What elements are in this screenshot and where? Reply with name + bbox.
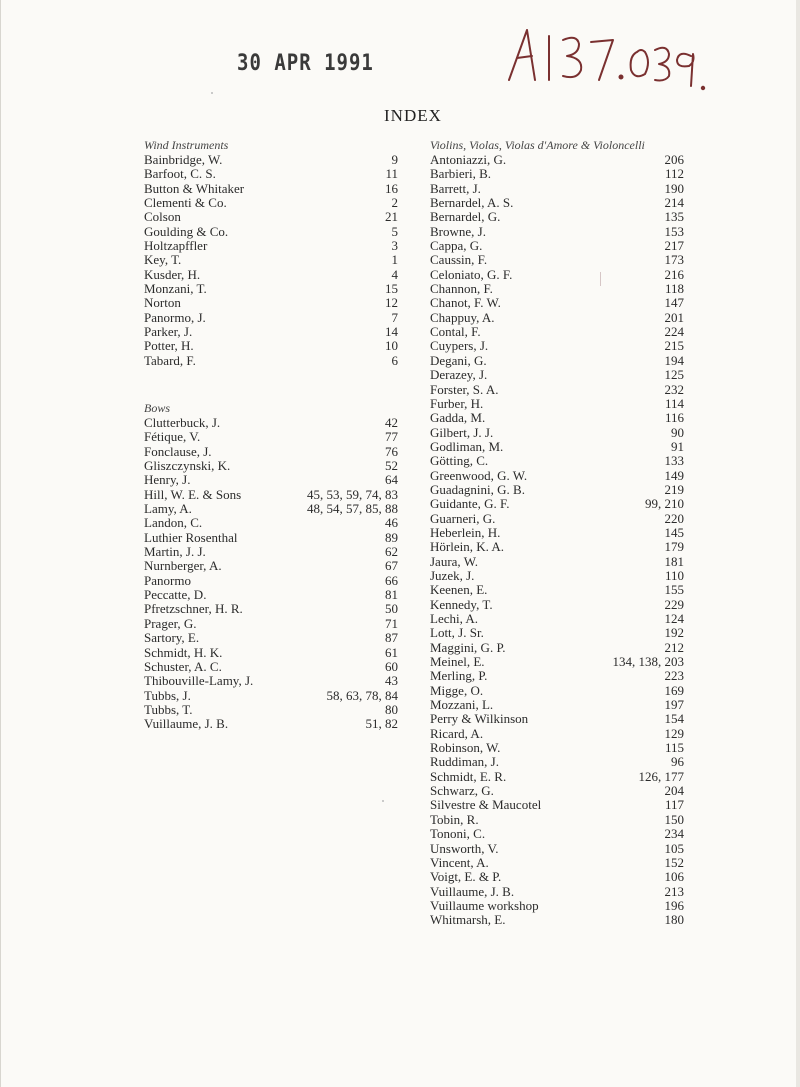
index-entry (430, 454, 684, 468)
entry-pages: 87 (385, 630, 398, 646)
entry-name: Fétique, V. (144, 429, 201, 445)
entry-name: Martin, J. J. (144, 544, 206, 560)
entry-name: Sartory, E. (144, 630, 200, 646)
entry-name: Gilbert, J. J. (430, 424, 494, 440)
entry-name: Landon, C. (144, 515, 203, 531)
entry-pages: 15 (385, 281, 398, 297)
entry-pages: 179 (664, 539, 684, 555)
speck (382, 800, 384, 802)
entry-pages: 50 (385, 601, 398, 617)
index-entry (430, 311, 684, 325)
index-entry (430, 885, 684, 899)
entry-pages: 217 (664, 238, 684, 254)
index-entry (144, 354, 398, 368)
entry-pages: 42 (385, 415, 398, 430)
index-entry (430, 913, 684, 927)
entry-pages: 71 (385, 615, 398, 631)
entry-pages: 196 (664, 897, 684, 913)
entry-pages: 117 (664, 797, 684, 813)
entry-name: Vuillaume workshop (430, 897, 539, 913)
entry-name: Lechi, A. (430, 611, 479, 626)
entry-pages: 46 (385, 515, 398, 531)
entry-pages: 229 (664, 596, 684, 612)
entry-name: Gadda, M. (430, 410, 486, 426)
bows-entry-list (144, 416, 398, 732)
entry-pages: 153 (664, 223, 684, 239)
entry-name: Monzani, T. (144, 281, 207, 297)
entry-pages: 90 (671, 424, 684, 440)
index-entry (430, 827, 684, 841)
index-entry (430, 282, 684, 296)
page-title: INDEX (384, 106, 442, 125)
entry-name: Furber, H. (430, 395, 484, 411)
entry-name: Tubbs, T. (144, 701, 193, 717)
index-entry (430, 225, 684, 239)
entry-pages: 155 (664, 582, 684, 598)
index-entry (430, 798, 684, 812)
entry-pages: 124 (664, 611, 684, 626)
entry-name: Keenen, E. (430, 582, 488, 598)
index-entry (430, 727, 684, 741)
index-entry (430, 411, 684, 425)
entry-pages: 220 (664, 510, 684, 526)
index-entry (144, 339, 398, 353)
entry-name: Heberlein, H. (430, 524, 501, 540)
entry-name: Godliman, M. (430, 438, 504, 454)
entry-pages: 190 (664, 180, 684, 196)
entry-name: Vincent, A. (430, 854, 489, 870)
entry-name: Goulding & Co. (144, 223, 229, 239)
index-entry (430, 540, 684, 554)
index-entry (430, 813, 684, 827)
index-entry (144, 646, 398, 660)
entry-pages: 204 (664, 783, 684, 799)
entry-pages: 145 (664, 524, 684, 540)
entry-name: Lamy, A. (144, 501, 192, 517)
entry-name: Barrett, J. (430, 180, 481, 196)
index-entry (144, 239, 398, 253)
entry-name: Cappa, G. (430, 238, 483, 254)
entry-name: Gliszczynski, K. (144, 458, 231, 474)
entry-name: Barbieri, B. (430, 166, 492, 182)
index-entry (144, 196, 398, 210)
speck (211, 92, 213, 94)
entry-pages: 181 (664, 553, 684, 569)
index-entry (144, 225, 398, 239)
entry-pages: 194 (664, 352, 684, 368)
index-entry (144, 689, 398, 703)
entry-name: Holtzapffler (144, 238, 208, 254)
entry-name: Celoniato, G. F. (430, 266, 513, 282)
index-entry (144, 574, 398, 588)
section-heading-violins: Violins, Violas, Violas d'Amore & Violoncelli (430, 138, 645, 152)
entry-pages: 67 (385, 558, 398, 574)
index-entry (430, 296, 684, 310)
entry-name: Unsworth, V. (430, 840, 499, 856)
index-entry (144, 631, 398, 645)
index-entry (430, 153, 684, 167)
index-entry (144, 153, 398, 167)
index-entry (144, 617, 398, 631)
entry-pages: 213 (664, 883, 684, 899)
entry-pages: 66 (385, 572, 398, 588)
entry-pages: 152 (664, 854, 684, 870)
entry-pages: 81 (385, 587, 398, 603)
index-entry (144, 602, 398, 616)
entry-pages: 118 (664, 281, 684, 297)
index-entry (144, 182, 398, 196)
entry-pages: 134, 138, 203 (612, 654, 684, 670)
entry-name: Merling, P. (430, 668, 488, 684)
index-entry (430, 755, 684, 769)
entry-pages: 51, 82 (365, 716, 398, 732)
entry-name: Perry & Wilkinson (430, 711, 529, 727)
entry-name: Tubbs, J. (144, 687, 191, 703)
index-entry (144, 253, 398, 267)
entry-pages: 112 (664, 166, 684, 182)
entry-name: Cuypers, J. (430, 338, 489, 354)
index-entry (430, 526, 684, 540)
index-entry (430, 397, 684, 411)
entry-name: Voigt, E. & P. (430, 869, 502, 885)
entry-pages: 4 (391, 266, 398, 282)
index-entry (144, 430, 398, 444)
entry-name: Vuillaume, J. B. (430, 883, 515, 899)
index-entry (430, 784, 684, 798)
entry-name: Henry, J. (144, 472, 191, 488)
entry-name: Derazey, J. (430, 367, 488, 383)
entry-name: Panormo (144, 572, 191, 588)
index-entry (144, 473, 398, 487)
entry-name: Chappuy, A. (430, 309, 495, 325)
section-heading-wind: Wind Instruments (144, 138, 229, 152)
entry-pages: 206 (664, 152, 684, 167)
entry-pages: 3 (391, 238, 398, 254)
entry-name: Guadagnini, G. B. (430, 481, 525, 497)
entry-pages: 6 (391, 352, 398, 368)
entry-name: Barfoot, C. S. (144, 166, 216, 182)
index-entry (430, 383, 684, 397)
index-entry (144, 311, 398, 325)
entry-pages: 125 (664, 367, 684, 383)
entry-pages: 10 (385, 338, 398, 354)
entry-name: Degani, G. (430, 352, 487, 368)
entry-name: Pfretzschner, H. R. (144, 601, 243, 617)
entry-name: Key, T. (144, 252, 182, 268)
entry-pages: 224 (664, 324, 684, 340)
entry-name: Bernardel, G. (430, 209, 501, 225)
index-entry (430, 469, 684, 483)
entry-pages: 99, 210 (645, 496, 684, 512)
index-entry (430, 655, 684, 669)
index-entry (144, 325, 398, 339)
index-entry (430, 899, 684, 913)
violins-section (430, 137, 684, 928)
entry-name: Button & Whitaker (144, 180, 245, 196)
section-heading-bows: Bows (144, 401, 171, 415)
entry-name: Colson (144, 209, 181, 225)
entry-pages: 21 (385, 209, 398, 225)
index-entry (144, 167, 398, 181)
bows-section (144, 400, 398, 732)
index-entry (430, 856, 684, 870)
entry-name: Bainbridge, W. (144, 152, 223, 167)
entry-name: Lott, J. Sr. (430, 625, 484, 641)
entry-name: Mozzani, L. (430, 697, 494, 713)
entry-name: Clutterbuck, J. (144, 415, 221, 430)
entry-name: Schmidt, E. R. (430, 768, 507, 784)
entry-name: Ruddiman, J. (430, 754, 499, 770)
entry-name: Channon, F. (430, 281, 493, 297)
entry-name: Robinson, W. (430, 740, 501, 756)
entry-name: Götting, C. (430, 453, 489, 469)
entry-pages: 201 (664, 309, 684, 325)
index-entry (144, 559, 398, 573)
entry-pages: 12 (385, 295, 398, 311)
entry-name: Antoniazzi, G. (430, 152, 507, 167)
index-entry (144, 488, 398, 502)
entry-pages: 116 (664, 410, 684, 426)
index-entry (144, 502, 398, 516)
entry-pages: 234 (664, 826, 684, 842)
entry-name: Caussin, F. (430, 252, 488, 268)
entry-pages: 197 (664, 697, 684, 713)
index-entry (430, 583, 684, 597)
index-entry (430, 196, 684, 210)
entry-name: Greenwood, G. W. (430, 467, 528, 483)
index-entry (144, 545, 398, 559)
entry-name: Panormo, J. (144, 309, 206, 325)
entry-name: Tobin, R. (430, 811, 479, 827)
entry-pages: 58, 63, 78, 84 (326, 687, 398, 703)
entry-pages: 215 (664, 338, 684, 354)
index-entry (430, 512, 684, 526)
entry-name: Bernardel, A. S. (430, 195, 514, 211)
index-entry (144, 416, 398, 430)
index-entry (430, 698, 684, 712)
entry-pages: 129 (664, 725, 684, 741)
entry-name: Fonclause, J. (144, 443, 212, 459)
entry-pages: 1 (391, 252, 398, 268)
index-entry (144, 531, 398, 545)
index-entry (430, 325, 684, 339)
index-entry (144, 703, 398, 717)
violins-entry-list (430, 153, 684, 928)
index-entry (144, 588, 398, 602)
entry-name: Schuster, A. C. (144, 658, 222, 674)
entry-name: Kennedy, T. (430, 596, 493, 612)
entry-name: Guidante, G. F. (430, 496, 510, 512)
entry-name: Contal, F. (430, 324, 481, 340)
entry-pages: 91 (671, 438, 684, 454)
entry-pages: 180 (664, 912, 684, 928)
index-entry (430, 354, 684, 368)
entry-pages: 64 (385, 472, 398, 488)
entry-pages: 105 (664, 840, 684, 856)
index-entry (430, 253, 684, 267)
entry-pages: 45, 53, 59, 74, 83 (307, 486, 398, 502)
entry-pages: 48, 54, 57, 85, 88 (307, 501, 398, 517)
entry-pages: 80 (385, 701, 398, 717)
entry-pages: 76 (385, 443, 398, 459)
entry-name: Guarneri, G. (430, 510, 496, 526)
index-entry (430, 684, 684, 698)
index-entry (144, 296, 398, 310)
entry-name: Browne, J. (430, 223, 486, 239)
entry-pages: 173 (664, 252, 684, 268)
entry-pages: 9 (391, 152, 398, 167)
entry-name: Juzek, J. (430, 567, 475, 583)
index-entry (430, 182, 684, 196)
entry-name: Jaura, W. (430, 553, 479, 569)
index-entry (430, 440, 684, 454)
entry-name: Luthier Rosenthal (144, 529, 238, 545)
entry-name: Migge, O. (430, 682, 484, 698)
entry-pages: 115 (664, 740, 684, 756)
index-entry (144, 210, 398, 224)
entry-name: Thibouville-Lamy, J. (144, 673, 254, 689)
index-entry (430, 239, 684, 253)
entry-name: Nurnberger, A. (144, 558, 222, 574)
index-entry (430, 641, 684, 655)
entry-name: Meinel, E. (430, 654, 485, 670)
entry-pages: 219 (664, 481, 684, 497)
index-entry (430, 368, 684, 382)
entry-pages: 150 (664, 811, 684, 827)
index-entry (144, 445, 398, 459)
entry-pages: 223 (664, 668, 684, 684)
entry-pages: 77 (385, 429, 398, 445)
entry-name: Ricard, A. (430, 725, 484, 741)
entry-name: Prager, G. (144, 615, 197, 631)
index-entry (144, 660, 398, 674)
entry-name: Schmidt, H. K. (144, 644, 223, 660)
entry-pages: 52 (385, 458, 398, 474)
wind-entry-list (144, 153, 398, 368)
entry-name: Tononi, C. (430, 826, 486, 842)
entry-pages: 62 (385, 544, 398, 560)
entry-pages: 126, 177 (638, 768, 684, 784)
index-entry (430, 268, 684, 282)
entry-pages: 7 (391, 309, 398, 325)
index-entry (144, 516, 398, 530)
index-entry (430, 569, 684, 583)
entry-pages: 169 (664, 682, 684, 698)
wind-instruments-section (144, 137, 398, 368)
entry-pages: 232 (664, 381, 684, 397)
index-entry (430, 339, 684, 353)
entry-pages: 149 (664, 467, 684, 483)
entry-name: Chanot, F. W. (430, 295, 501, 311)
entry-pages: 60 (385, 658, 398, 674)
entry-name: Forster, S. A. (430, 381, 499, 397)
entry-pages: 110 (664, 567, 684, 583)
entry-pages: 216 (664, 266, 684, 282)
entry-pages: 11 (385, 166, 398, 182)
entry-name: Peccatte, D. (144, 587, 207, 603)
speck (600, 272, 601, 286)
entry-pages: 2 (391, 195, 398, 211)
index-entry (430, 612, 684, 626)
entry-pages: 61 (385, 644, 398, 660)
index-entry (430, 497, 684, 511)
index-entry (430, 426, 684, 440)
entry-pages: 89 (385, 529, 398, 545)
entry-name: Tabard, F. (144, 352, 196, 368)
entry-pages: 192 (664, 625, 684, 641)
index-entry (430, 483, 684, 497)
entry-pages: 106 (664, 869, 684, 885)
entry-name: Potter, H. (144, 338, 194, 354)
entry-name: Norton (144, 295, 181, 311)
index-entry (430, 555, 684, 569)
entry-name: Whitmarsh, E. (430, 912, 506, 928)
date-stamp: 30 APR 1991 (237, 50, 374, 76)
index-entry (144, 674, 398, 688)
entry-name: Maggini, G. P. (430, 639, 506, 655)
entry-name: Hill, W. E. & Sons (144, 486, 242, 502)
index-entry (430, 870, 684, 884)
entry-name: Hörlein, K. A. (430, 539, 505, 555)
entry-pages: 135 (664, 209, 684, 225)
entry-pages: 154 (664, 711, 684, 727)
index-entry (430, 770, 684, 784)
entry-name: Parker, J. (144, 324, 193, 340)
index-entry (430, 741, 684, 755)
entry-pages: 5 (391, 223, 398, 239)
index-entry (430, 712, 684, 726)
index-entry (430, 167, 684, 181)
index-entry (144, 459, 398, 473)
entry-name: Silvestre & Maucotel (430, 797, 542, 813)
index-entry (144, 717, 398, 731)
entry-pages: 43 (385, 673, 398, 689)
index-entry (430, 669, 684, 683)
entry-pages: 114 (664, 395, 684, 411)
entry-pages: 212 (664, 639, 684, 655)
handwritten-catalogue-mark (505, 22, 715, 97)
entry-pages: 214 (664, 195, 684, 211)
index-entry (144, 268, 398, 282)
entry-name: Kusder, H. (144, 266, 201, 282)
index-entry (430, 598, 684, 612)
entry-pages: 96 (671, 754, 684, 770)
entry-pages: 16 (385, 180, 398, 196)
entry-name: Schwarz, G. (430, 783, 494, 799)
index-entry (144, 282, 398, 296)
entry-name: Vuillaume, J. B. (144, 716, 229, 732)
index-entry (430, 210, 684, 224)
index-entry (430, 626, 684, 640)
entry-pages: 14 (385, 324, 398, 340)
index-entry (430, 842, 684, 856)
entry-pages: 147 (664, 295, 684, 311)
entry-name: Clementi & Co. (144, 195, 227, 211)
entry-pages: 133 (664, 453, 684, 469)
